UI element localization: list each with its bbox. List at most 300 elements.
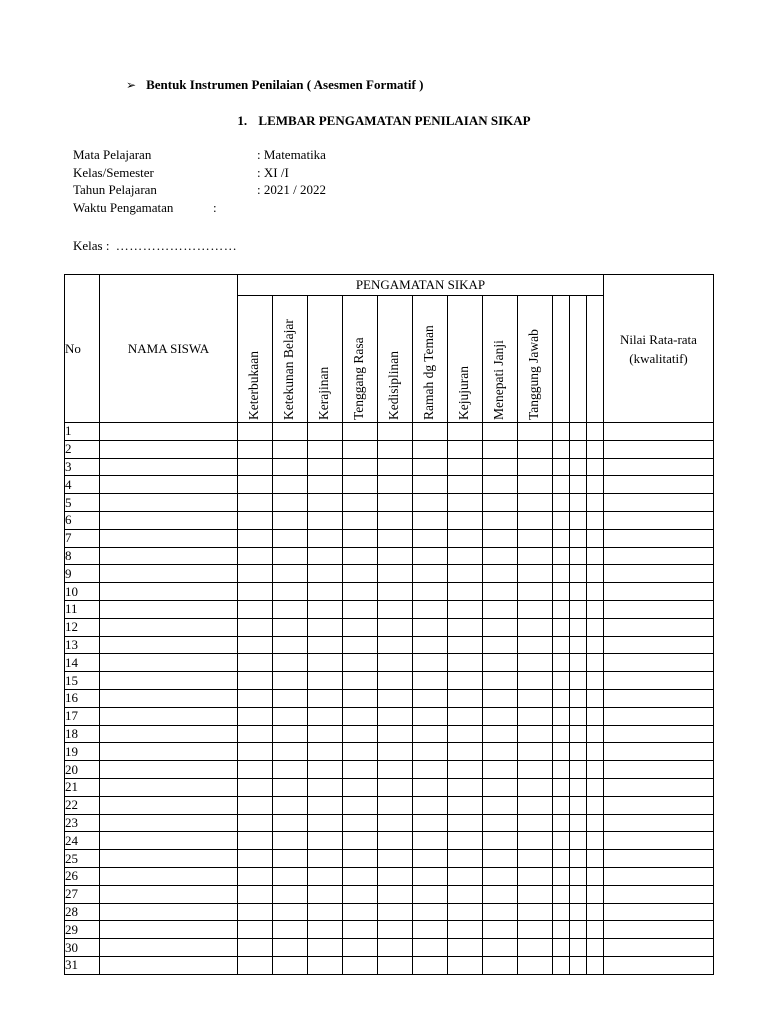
score-cell [483, 761, 518, 779]
student-name-cell [100, 511, 238, 529]
student-name-cell [100, 672, 238, 690]
score-cell [343, 511, 378, 529]
score-cell [518, 832, 553, 850]
score-cell [448, 885, 483, 903]
score-cell [518, 850, 553, 868]
row-number: 18 [65, 725, 100, 743]
score-cell [483, 778, 518, 796]
score-cell [448, 743, 483, 761]
score-cell [553, 761, 570, 779]
score-cell [308, 636, 343, 654]
score-cell [308, 956, 343, 974]
nilai-cell [604, 476, 714, 494]
row-number: 22 [65, 796, 100, 814]
score-cell [378, 939, 413, 957]
score-cell [448, 423, 483, 441]
score-cell [413, 547, 448, 565]
header-attitude [343, 296, 378, 423]
score-cell [570, 832, 587, 850]
score-cell [483, 903, 518, 921]
score-cell [413, 832, 448, 850]
score-cell [378, 814, 413, 832]
score-cell [378, 636, 413, 654]
score-cell [448, 494, 483, 512]
student-name-cell [100, 440, 238, 458]
score-cell [308, 867, 343, 885]
score-cell [238, 725, 273, 743]
score-cell [587, 867, 604, 885]
score-cell [553, 440, 570, 458]
score-cell [378, 921, 413, 939]
score-cell [570, 707, 587, 725]
attitude-label: Ketekunan Belajar [281, 319, 296, 420]
score-cell [553, 743, 570, 761]
score-cell [553, 458, 570, 476]
score-cell [553, 796, 570, 814]
score-cell [308, 600, 343, 618]
score-cell [553, 529, 570, 547]
score-cell [308, 672, 343, 690]
nilai-cell [604, 672, 714, 690]
score-cell [570, 529, 587, 547]
kelas-label: Kelas : [73, 238, 110, 253]
table-row [65, 458, 714, 476]
score-cell [238, 796, 273, 814]
info-row [73, 164, 326, 182]
score-cell [483, 494, 518, 512]
table-row [65, 761, 714, 779]
score-cell [448, 867, 483, 885]
score-cell [413, 903, 448, 921]
score-cell [570, 476, 587, 494]
nilai-cell [604, 600, 714, 618]
score-cell [238, 476, 273, 494]
student-name-cell [100, 725, 238, 743]
score-cell [238, 600, 273, 618]
score-cell [448, 761, 483, 779]
score-cell [343, 939, 378, 957]
score-cell [378, 796, 413, 814]
score-cell [587, 885, 604, 903]
score-cell [273, 761, 308, 779]
student-name-cell [100, 903, 238, 921]
score-cell [343, 565, 378, 583]
score-cell [308, 440, 343, 458]
student-name-cell [100, 654, 238, 672]
row-number: 28 [65, 903, 100, 921]
score-cell [448, 565, 483, 583]
score-cell [308, 654, 343, 672]
score-cell [570, 689, 587, 707]
score-cell [553, 778, 570, 796]
student-name-cell [100, 814, 238, 832]
score-cell [553, 867, 570, 885]
score-cell [238, 494, 273, 512]
score-cell [553, 850, 570, 868]
info-value: : [213, 199, 217, 215]
score-cell [273, 832, 308, 850]
score-cell [570, 725, 587, 743]
score-cell [378, 600, 413, 618]
table-row [65, 565, 714, 583]
score-cell [570, 618, 587, 636]
nilai-cell [604, 921, 714, 939]
score-cell [483, 511, 518, 529]
score-cell [273, 885, 308, 903]
score-cell [343, 636, 378, 654]
score-cell [343, 921, 378, 939]
table-row [65, 743, 714, 761]
row-number: 1 [65, 423, 100, 441]
row-number: 17 [65, 707, 100, 725]
score-cell [413, 654, 448, 672]
score-cell [238, 885, 273, 903]
row-number: 7 [65, 529, 100, 547]
score-cell [378, 850, 413, 868]
score-cell [553, 600, 570, 618]
score-cell [273, 618, 308, 636]
score-cell [483, 547, 518, 565]
score-cell [448, 956, 483, 974]
score-cell [570, 565, 587, 583]
score-cell [378, 458, 413, 476]
score-cell [570, 583, 587, 601]
score-cell [570, 743, 587, 761]
kelas-blank: ……………………… [115, 238, 238, 253]
score-cell [587, 939, 604, 957]
table-row [65, 547, 714, 565]
header-extra-blank [553, 296, 570, 423]
score-cell [483, 725, 518, 743]
score-cell [483, 636, 518, 654]
score-cell [343, 458, 378, 476]
score-cell [448, 778, 483, 796]
score-cell [483, 458, 518, 476]
score-cell [570, 939, 587, 957]
student-name-cell [100, 939, 238, 957]
row-number: 23 [65, 814, 100, 832]
nilai-cell [604, 743, 714, 761]
score-cell [448, 476, 483, 494]
table-row [65, 814, 714, 832]
score-cell [483, 583, 518, 601]
table-row [65, 423, 714, 441]
header-attitude [413, 296, 448, 423]
score-cell [587, 529, 604, 547]
score-cell [308, 725, 343, 743]
info-row [73, 199, 326, 217]
student-name-cell [100, 796, 238, 814]
score-cell [343, 743, 378, 761]
row-number: 12 [65, 618, 100, 636]
header-attitude [378, 296, 413, 423]
score-cell [238, 956, 273, 974]
score-cell [308, 583, 343, 601]
score-cell [448, 707, 483, 725]
score-cell [413, 885, 448, 903]
score-cell [518, 600, 553, 618]
student-name-cell [100, 600, 238, 618]
score-cell [553, 618, 570, 636]
score-cell [587, 921, 604, 939]
student-name-cell [100, 583, 238, 601]
nilai-cell [604, 867, 714, 885]
score-cell [483, 600, 518, 618]
score-cell [587, 494, 604, 512]
score-cell [343, 725, 378, 743]
row-number: 31 [65, 956, 100, 974]
nilai-cell [604, 939, 714, 957]
score-cell [483, 689, 518, 707]
table-row [65, 440, 714, 458]
score-cell [378, 885, 413, 903]
score-cell [570, 814, 587, 832]
score-cell [553, 511, 570, 529]
score-cell [413, 458, 448, 476]
score-cell [483, 529, 518, 547]
table-row [65, 778, 714, 796]
score-cell [483, 939, 518, 957]
score-cell [378, 689, 413, 707]
row-number: 27 [65, 885, 100, 903]
score-cell [413, 778, 448, 796]
score-cell [273, 672, 308, 690]
table-row [65, 529, 714, 547]
row-number: 24 [65, 832, 100, 850]
table-row [65, 850, 714, 868]
score-cell [570, 547, 587, 565]
score-cell [273, 743, 308, 761]
row-number: 25 [65, 850, 100, 868]
info-block [73, 146, 326, 216]
nilai-cell [604, 761, 714, 779]
score-cell [343, 867, 378, 885]
score-cell [378, 903, 413, 921]
score-cell [273, 458, 308, 476]
score-cell [483, 654, 518, 672]
score-cell [570, 885, 587, 903]
score-cell [587, 689, 604, 707]
score-cell [343, 956, 378, 974]
attitude-label: Kedisiplinan [386, 351, 401, 420]
score-cell [448, 850, 483, 868]
info-value: : 2021 / 2022 [257, 182, 326, 197]
nilai-cell [604, 494, 714, 512]
score-cell [378, 423, 413, 441]
score-cell [553, 672, 570, 690]
score-cell [518, 707, 553, 725]
table-row [65, 636, 714, 654]
score-cell [378, 761, 413, 779]
student-name-cell [100, 565, 238, 583]
info-row [73, 181, 326, 199]
nilai-cell [604, 903, 714, 921]
student-name-cell [100, 761, 238, 779]
score-cell [308, 796, 343, 814]
score-cell [308, 832, 343, 850]
info-row [73, 146, 326, 164]
document-title [0, 113, 768, 129]
score-cell [413, 636, 448, 654]
score-cell [238, 423, 273, 441]
table-row [65, 725, 714, 743]
score-cell [343, 494, 378, 512]
score-cell [587, 796, 604, 814]
row-number: 4 [65, 476, 100, 494]
score-cell [308, 885, 343, 903]
score-cell [518, 654, 553, 672]
score-cell [448, 814, 483, 832]
score-cell [308, 921, 343, 939]
score-cell [273, 867, 308, 885]
score-cell [448, 547, 483, 565]
nilai-cell [604, 423, 714, 441]
student-name-cell [100, 850, 238, 868]
student-name-cell [100, 476, 238, 494]
header-nilai-line2: (kwalitatif) [629, 350, 688, 366]
score-cell [238, 867, 273, 885]
score-cell [238, 440, 273, 458]
student-name-cell [100, 529, 238, 547]
header-pengamatan-sikap: PENGAMATAN SIKAP [238, 275, 604, 296]
header-attitude [518, 296, 553, 423]
score-cell [378, 867, 413, 885]
score-cell [413, 743, 448, 761]
score-cell [448, 921, 483, 939]
nilai-cell [604, 850, 714, 868]
score-cell [518, 565, 553, 583]
score-cell [483, 956, 518, 974]
score-cell [413, 814, 448, 832]
score-cell [413, 921, 448, 939]
score-cell [483, 423, 518, 441]
score-cell [238, 565, 273, 583]
score-cell [570, 600, 587, 618]
score-cell [448, 583, 483, 601]
nilai-cell [604, 707, 714, 725]
student-name-cell [100, 956, 238, 974]
nilai-cell [604, 458, 714, 476]
score-cell [518, 939, 553, 957]
title-number: 1. [237, 113, 248, 128]
score-cell [238, 583, 273, 601]
score-cell [273, 921, 308, 939]
score-cell [448, 458, 483, 476]
table-row [65, 689, 714, 707]
info-value: : Matematika [257, 147, 326, 162]
score-cell [448, 618, 483, 636]
score-cell [587, 565, 604, 583]
score-cell [570, 921, 587, 939]
score-cell [587, 511, 604, 529]
table-row [65, 511, 714, 529]
info-label: Waktu Pengamatan [73, 199, 174, 215]
score-cell [413, 583, 448, 601]
score-cell [553, 494, 570, 512]
nilai-cell [604, 618, 714, 636]
score-cell [448, 600, 483, 618]
score-cell [483, 921, 518, 939]
score-cell [273, 494, 308, 512]
kelas-line [73, 238, 237, 254]
score-cell [483, 867, 518, 885]
score-cell [587, 761, 604, 779]
student-name-cell [100, 921, 238, 939]
score-cell [413, 707, 448, 725]
table-row [65, 618, 714, 636]
table-row [65, 921, 714, 939]
score-cell [273, 939, 308, 957]
score-cell [587, 618, 604, 636]
table-row [65, 654, 714, 672]
score-cell [483, 850, 518, 868]
score-cell [518, 458, 553, 476]
table-row [65, 956, 714, 974]
score-cell [587, 725, 604, 743]
score-cell [448, 796, 483, 814]
score-cell [413, 867, 448, 885]
score-cell [448, 672, 483, 690]
score-cell [238, 921, 273, 939]
score-cell [343, 547, 378, 565]
score-cell [308, 565, 343, 583]
score-cell [413, 689, 448, 707]
score-cell [553, 423, 570, 441]
score-cell [273, 511, 308, 529]
score-cell [238, 458, 273, 476]
score-cell [343, 618, 378, 636]
score-cell [378, 494, 413, 512]
score-cell [308, 494, 343, 512]
score-cell [413, 529, 448, 547]
score-cell [570, 654, 587, 672]
header-nilai-rata-rata [604, 275, 714, 423]
student-name-cell [100, 778, 238, 796]
score-cell [553, 583, 570, 601]
attitude-label: Ramah dg Teman [421, 325, 436, 420]
score-cell [448, 939, 483, 957]
score-cell [570, 778, 587, 796]
nilai-cell [604, 565, 714, 583]
score-cell [448, 529, 483, 547]
score-cell [518, 778, 553, 796]
nilai-cell [604, 832, 714, 850]
score-cell [308, 476, 343, 494]
nilai-cell [604, 583, 714, 601]
table-row [65, 796, 714, 814]
score-cell [570, 867, 587, 885]
attitude-label: Keterbukaan [246, 351, 261, 420]
score-cell [308, 903, 343, 921]
table-row [65, 600, 714, 618]
score-cell [273, 636, 308, 654]
score-cell [238, 511, 273, 529]
header-attitude [273, 296, 308, 423]
score-cell [238, 618, 273, 636]
student-name-cell [100, 494, 238, 512]
score-cell [413, 725, 448, 743]
section-heading-text: Bentuk Instrumen Penilaian ( Asesmen Formatif ) [146, 77, 424, 92]
table-row [65, 885, 714, 903]
score-cell [308, 778, 343, 796]
score-cell [553, 565, 570, 583]
score-cell [553, 956, 570, 974]
score-cell [518, 867, 553, 885]
score-cell [378, 440, 413, 458]
row-number: 9 [65, 565, 100, 583]
nilai-cell [604, 440, 714, 458]
row-number: 19 [65, 743, 100, 761]
